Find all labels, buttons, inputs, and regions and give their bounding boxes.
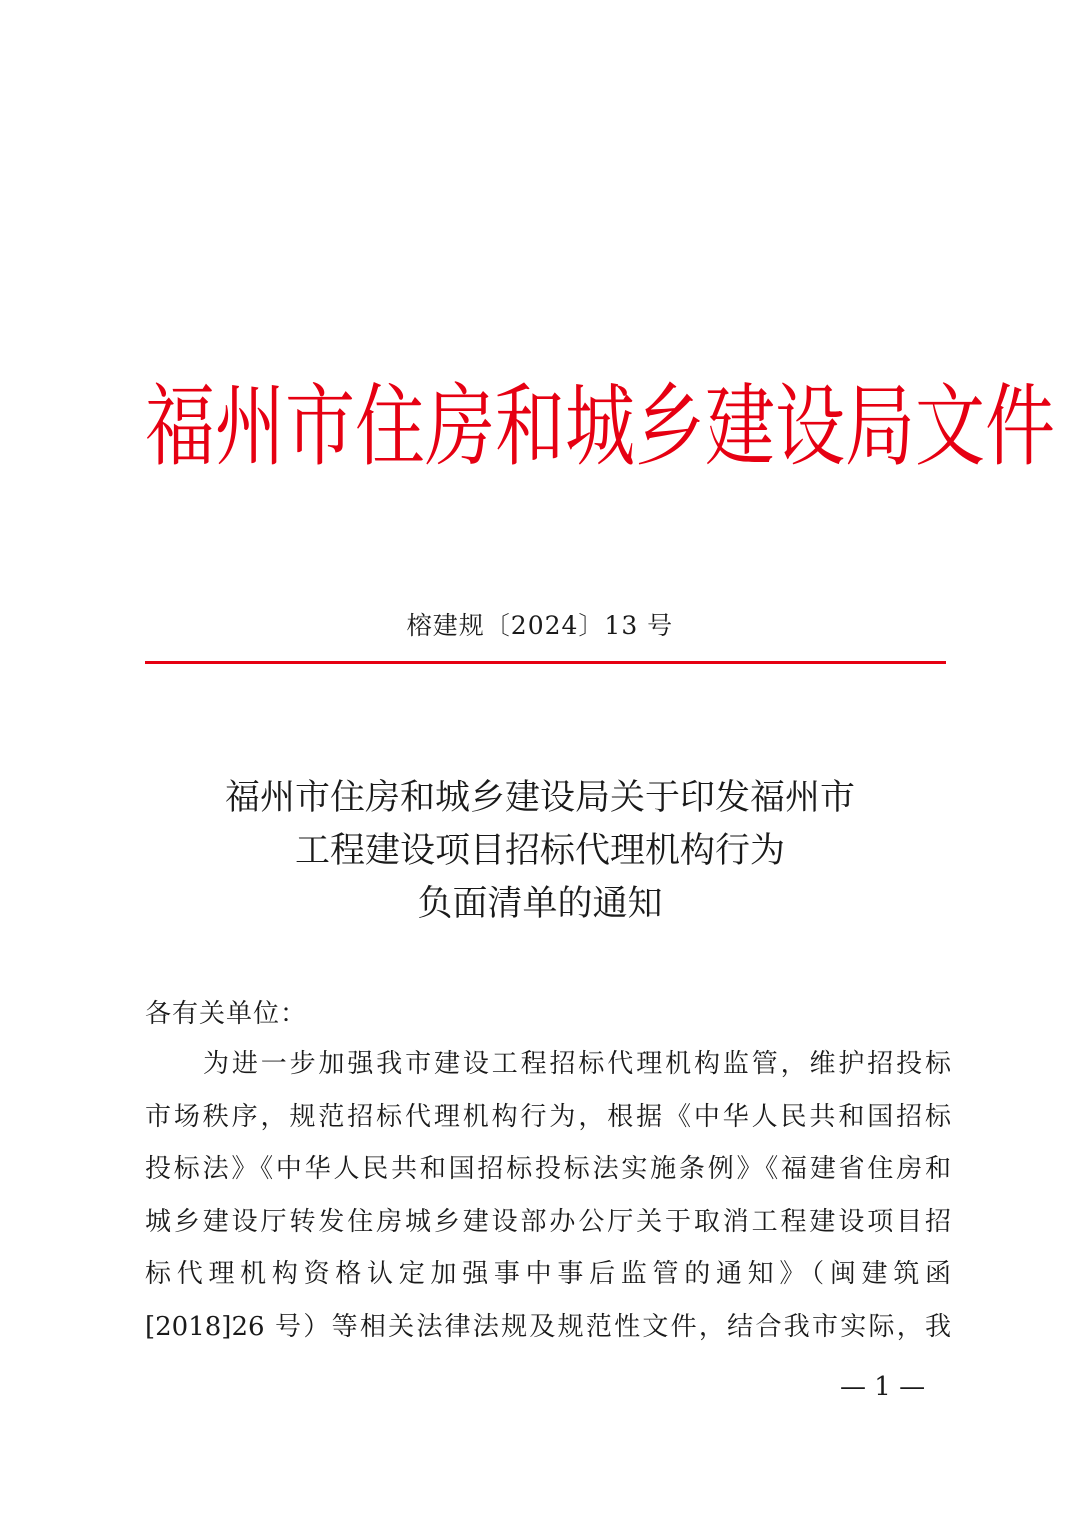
masthead-char: 州 (215, 374, 285, 480)
body-line: 城乡建设厅转发住房城乡建设部办公厅关于取消工程建设项目招 (145, 1206, 951, 1237)
masthead-char: 房 (425, 374, 495, 480)
masthead-char: 市 (285, 374, 355, 480)
body-line: [2018]26 号）等相关法律法规及规范性文件，结合我市实际，我 (145, 1311, 951, 1342)
masthead-title (145, 357, 1055, 498)
document-number: 榕建规〔2024〕13 号 (406, 611, 674, 640)
masthead-char: 建 (705, 374, 775, 480)
title-line: 福州市住房和城乡建设局关于印发福州市 (224, 778, 855, 818)
masthead-char: 文 (915, 374, 985, 480)
masthead-char: 和 (495, 374, 565, 480)
title-line: 负面清单的通知 (417, 884, 663, 924)
masthead-char: 福 (145, 374, 215, 480)
title-line: 工程建设项目招标代理机构行为 (294, 831, 785, 871)
body-line: 为进一步加强我市建设工程招标代理机构监管，维护招投标 (203, 1049, 951, 1079)
masthead-char: 设 (775, 374, 845, 480)
body-line: 投标法》《中华人民共和国招标投标法实施条例》《福建省住房和 (145, 1154, 951, 1184)
masthead-char: 局 (845, 374, 915, 480)
masthead-char: 乡 (635, 374, 705, 480)
body-paragraph (145, 1044, 951, 1359)
document-title (0, 772, 1080, 931)
masthead-char: 件 (985, 374, 1055, 480)
body-line: 标代理机构资格认定加强事中事后监管的通知》（闽建筑函 (145, 1259, 951, 1289)
red-separator-rule (145, 661, 946, 664)
masthead-char: 住 (355, 374, 425, 480)
salutation: 各有关单位： (145, 999, 308, 1029)
masthead-char: 城 (565, 374, 635, 480)
body-line: 市场秩序，规范招标代理机构行为，根据《中华人民共和国招标 (145, 1101, 951, 1132)
page-number: — 1 — (840, 1372, 926, 1402)
